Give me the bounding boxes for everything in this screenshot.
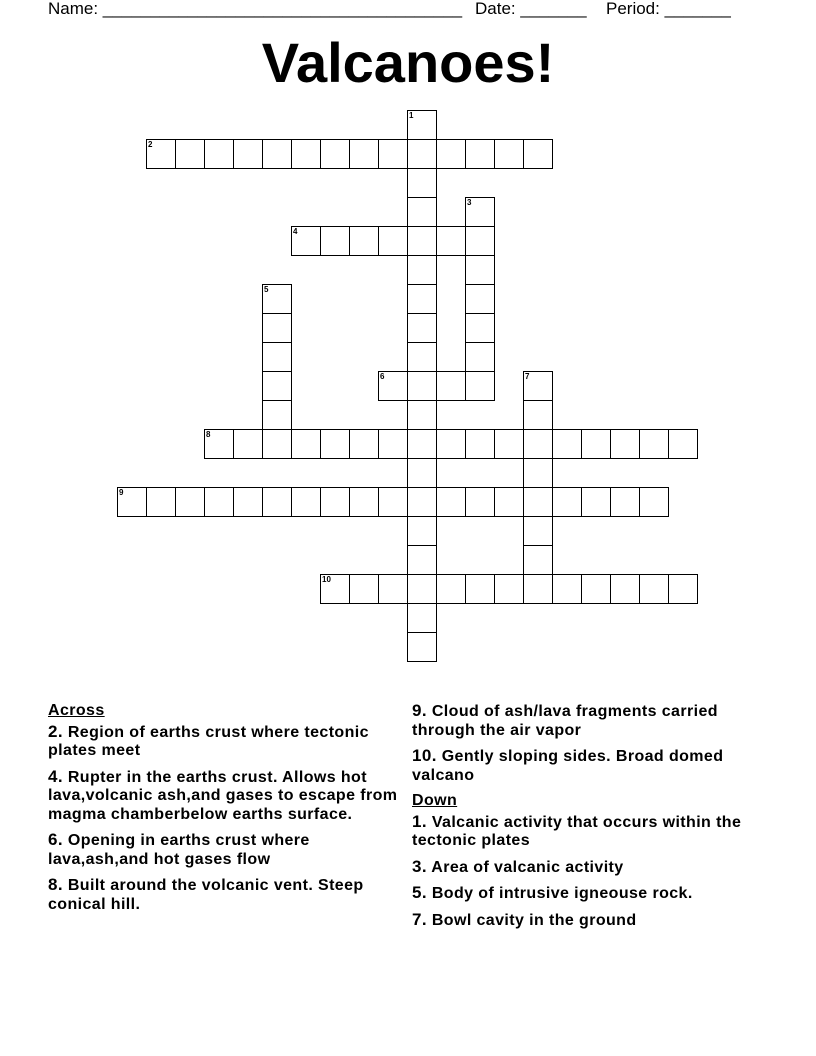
grid-cell[interactable] [262, 400, 292, 430]
clue-number-label: 9 [119, 488, 124, 497]
grid-cell[interactable] [320, 139, 350, 169]
clues-column-right [412, 702, 772, 937]
grid-cell[interactable] [610, 487, 640, 517]
clue-number-label: 5 [264, 285, 269, 294]
clue-across-2: 2. Region of earths crust where tectonic plates meet [48, 721, 369, 759]
grid-cell[interactable] [610, 574, 640, 604]
page-title: Valcanoes! [261, 31, 555, 94]
grid-cell[interactable] [436, 487, 466, 517]
grid-cell[interactable] [436, 226, 466, 256]
grid-cell[interactable] [639, 574, 669, 604]
grid-cell[interactable] [407, 545, 437, 575]
grid-cell[interactable] [291, 429, 321, 459]
grid-cell[interactable] [407, 574, 437, 604]
grid-cell[interactable] [378, 139, 408, 169]
grid-cell[interactable] [523, 574, 553, 604]
grid-cell[interactable] [523, 516, 553, 546]
grid-cell[interactable] [291, 139, 321, 169]
clue-down-3: 3. Area of valcanic activity [412, 856, 624, 876]
grid-cell[interactable] [668, 429, 698, 459]
grid-cell[interactable] [407, 487, 437, 517]
grid-cell[interactable] [494, 139, 524, 169]
grid-cell[interactable] [262, 139, 292, 169]
grid-cell[interactable] [262, 313, 292, 343]
grid-cell[interactable] [262, 371, 292, 401]
grid-cell[interactable] [262, 487, 292, 517]
clue-number-label: 3 [467, 198, 472, 207]
grid-cell[interactable] [233, 487, 263, 517]
grid-cell[interactable] [639, 429, 669, 459]
grid-cell[interactable] [233, 139, 263, 169]
grid-cell[interactable] [378, 226, 408, 256]
clue-number-label: 1 [409, 111, 414, 120]
grid-cell[interactable] [320, 226, 350, 256]
clue-number-label: 2 [148, 140, 153, 149]
grid-cell[interactable] [407, 284, 437, 314]
grid-cell[interactable] [465, 255, 495, 285]
grid-cell[interactable] [349, 139, 379, 169]
clue-down-7: 7. Bowl cavity in the ground [412, 909, 637, 929]
grid-cell[interactable] [494, 574, 524, 604]
grid-cell[interactable] [494, 487, 524, 517]
grid-cell[interactable] [349, 429, 379, 459]
grid-cell[interactable] [407, 632, 437, 662]
grid-cell[interactable] [465, 139, 495, 169]
grid-cell[interactable] [436, 429, 466, 459]
grid-cell[interactable] [407, 226, 437, 256]
grid-cell[interactable] [523, 487, 553, 517]
grid-cell[interactable] [552, 487, 582, 517]
grid-cell[interactable] [465, 313, 495, 343]
grid-cell[interactable] [320, 487, 350, 517]
grid-cell[interactable] [407, 255, 437, 285]
grid-cell[interactable] [407, 313, 437, 343]
grid-cell[interactable] [349, 226, 379, 256]
grid-cell[interactable] [146, 487, 176, 517]
grid-cell[interactable] [262, 342, 292, 372]
clue-number-label: 10 [322, 575, 331, 584]
clue-number-label: 6 [380, 372, 385, 381]
grid-cell[interactable] [465, 574, 495, 604]
grid-cell[interactable] [581, 574, 611, 604]
grid-cell[interactable] [610, 429, 640, 459]
grid-cell[interactable] [523, 458, 553, 488]
clue-across-10: 10. Gently sloping sides. Broad domed valcano [412, 746, 724, 784]
grid-cell[interactable] [523, 429, 553, 459]
grid-cell[interactable] [407, 371, 437, 401]
grid-cell[interactable] [320, 429, 350, 459]
grid-cell[interactable] [407, 429, 437, 459]
grid-cell[interactable] [262, 429, 292, 459]
grid-cell[interactable] [407, 197, 437, 227]
clue-number-label: 4 [293, 227, 298, 236]
grid-cell[interactable] [407, 516, 437, 546]
grid-cell[interactable] [407, 139, 437, 169]
grid-cell[interactable] [581, 429, 611, 459]
grid-cell[interactable] [407, 458, 437, 488]
clue-down-5: 5. Body of intrusive igneouse rock. [412, 883, 693, 902]
name-field[interactable]: Name: ______________________________________ [48, 0, 463, 18]
grid-cell[interactable] [407, 168, 437, 198]
grid-cell[interactable] [378, 574, 408, 604]
grid-cell[interactable] [465, 487, 495, 517]
grid-cell[interactable] [204, 139, 234, 169]
grid-cell[interactable] [465, 429, 495, 459]
grid-cell[interactable] [465, 284, 495, 314]
grid-cell[interactable] [233, 429, 263, 459]
grid-cell[interactable] [523, 400, 553, 430]
clue-number-label: 7 [525, 372, 530, 381]
clue-across-8: 8. Built around the volcanic vent. Steep conical hill. [48, 875, 364, 913]
grid-cell[interactable] [407, 603, 437, 633]
grid-cell[interactable] [552, 429, 582, 459]
clue-across-9: 9. Cloud of ash/lava fragments carried through the air vapor [412, 701, 718, 739]
grid-cell[interactable] [436, 139, 466, 169]
clue-down-1: 1. Valcanic activity that occurs within the tectonic plates [412, 811, 742, 849]
grid-cell[interactable] [436, 371, 466, 401]
across-heading: Across [48, 702, 105, 719]
grid-cell[interactable] [552, 574, 582, 604]
grid-cell[interactable] [465, 342, 495, 372]
grid-cell[interactable] [378, 429, 408, 459]
grid-cell[interactable] [581, 487, 611, 517]
grid-cell[interactable] [291, 487, 321, 517]
grid-cell[interactable] [465, 371, 495, 401]
grid-cell[interactable] [349, 574, 379, 604]
grid-cell[interactable] [204, 487, 234, 517]
grid-cell[interactable] [175, 487, 205, 517]
clue-across-6: 6. Opening in earths crust where lava,ash,and hot gases flow [48, 830, 310, 868]
grid-cell[interactable] [436, 574, 466, 604]
grid-cell[interactable] [378, 487, 408, 517]
grid-cell[interactable] [407, 342, 437, 372]
grid-cell[interactable] [523, 545, 553, 575]
date-field[interactable]: Date: _______ [475, 0, 587, 18]
grid-cell[interactable] [349, 487, 379, 517]
period-field[interactable]: Period: _______ [606, 0, 731, 18]
grid-cell[interactable] [465, 226, 495, 256]
grid-cell[interactable] [668, 574, 698, 604]
down-heading: Down [412, 792, 458, 809]
grid-cell[interactable] [639, 487, 669, 517]
clue-number-label: 8 [206, 430, 211, 439]
clue-across-4: 4. Rupter in the earths crust. Allows hot lava,volcanic ash,and gases to escape from magma chamberbelow earths surface. [48, 766, 398, 823]
clues-column-left [48, 702, 408, 921]
grid-cell[interactable] [175, 139, 205, 169]
grid-cell[interactable] [494, 429, 524, 459]
grid-cell[interactable] [523, 139, 553, 169]
grid-cell[interactable] [407, 400, 437, 430]
